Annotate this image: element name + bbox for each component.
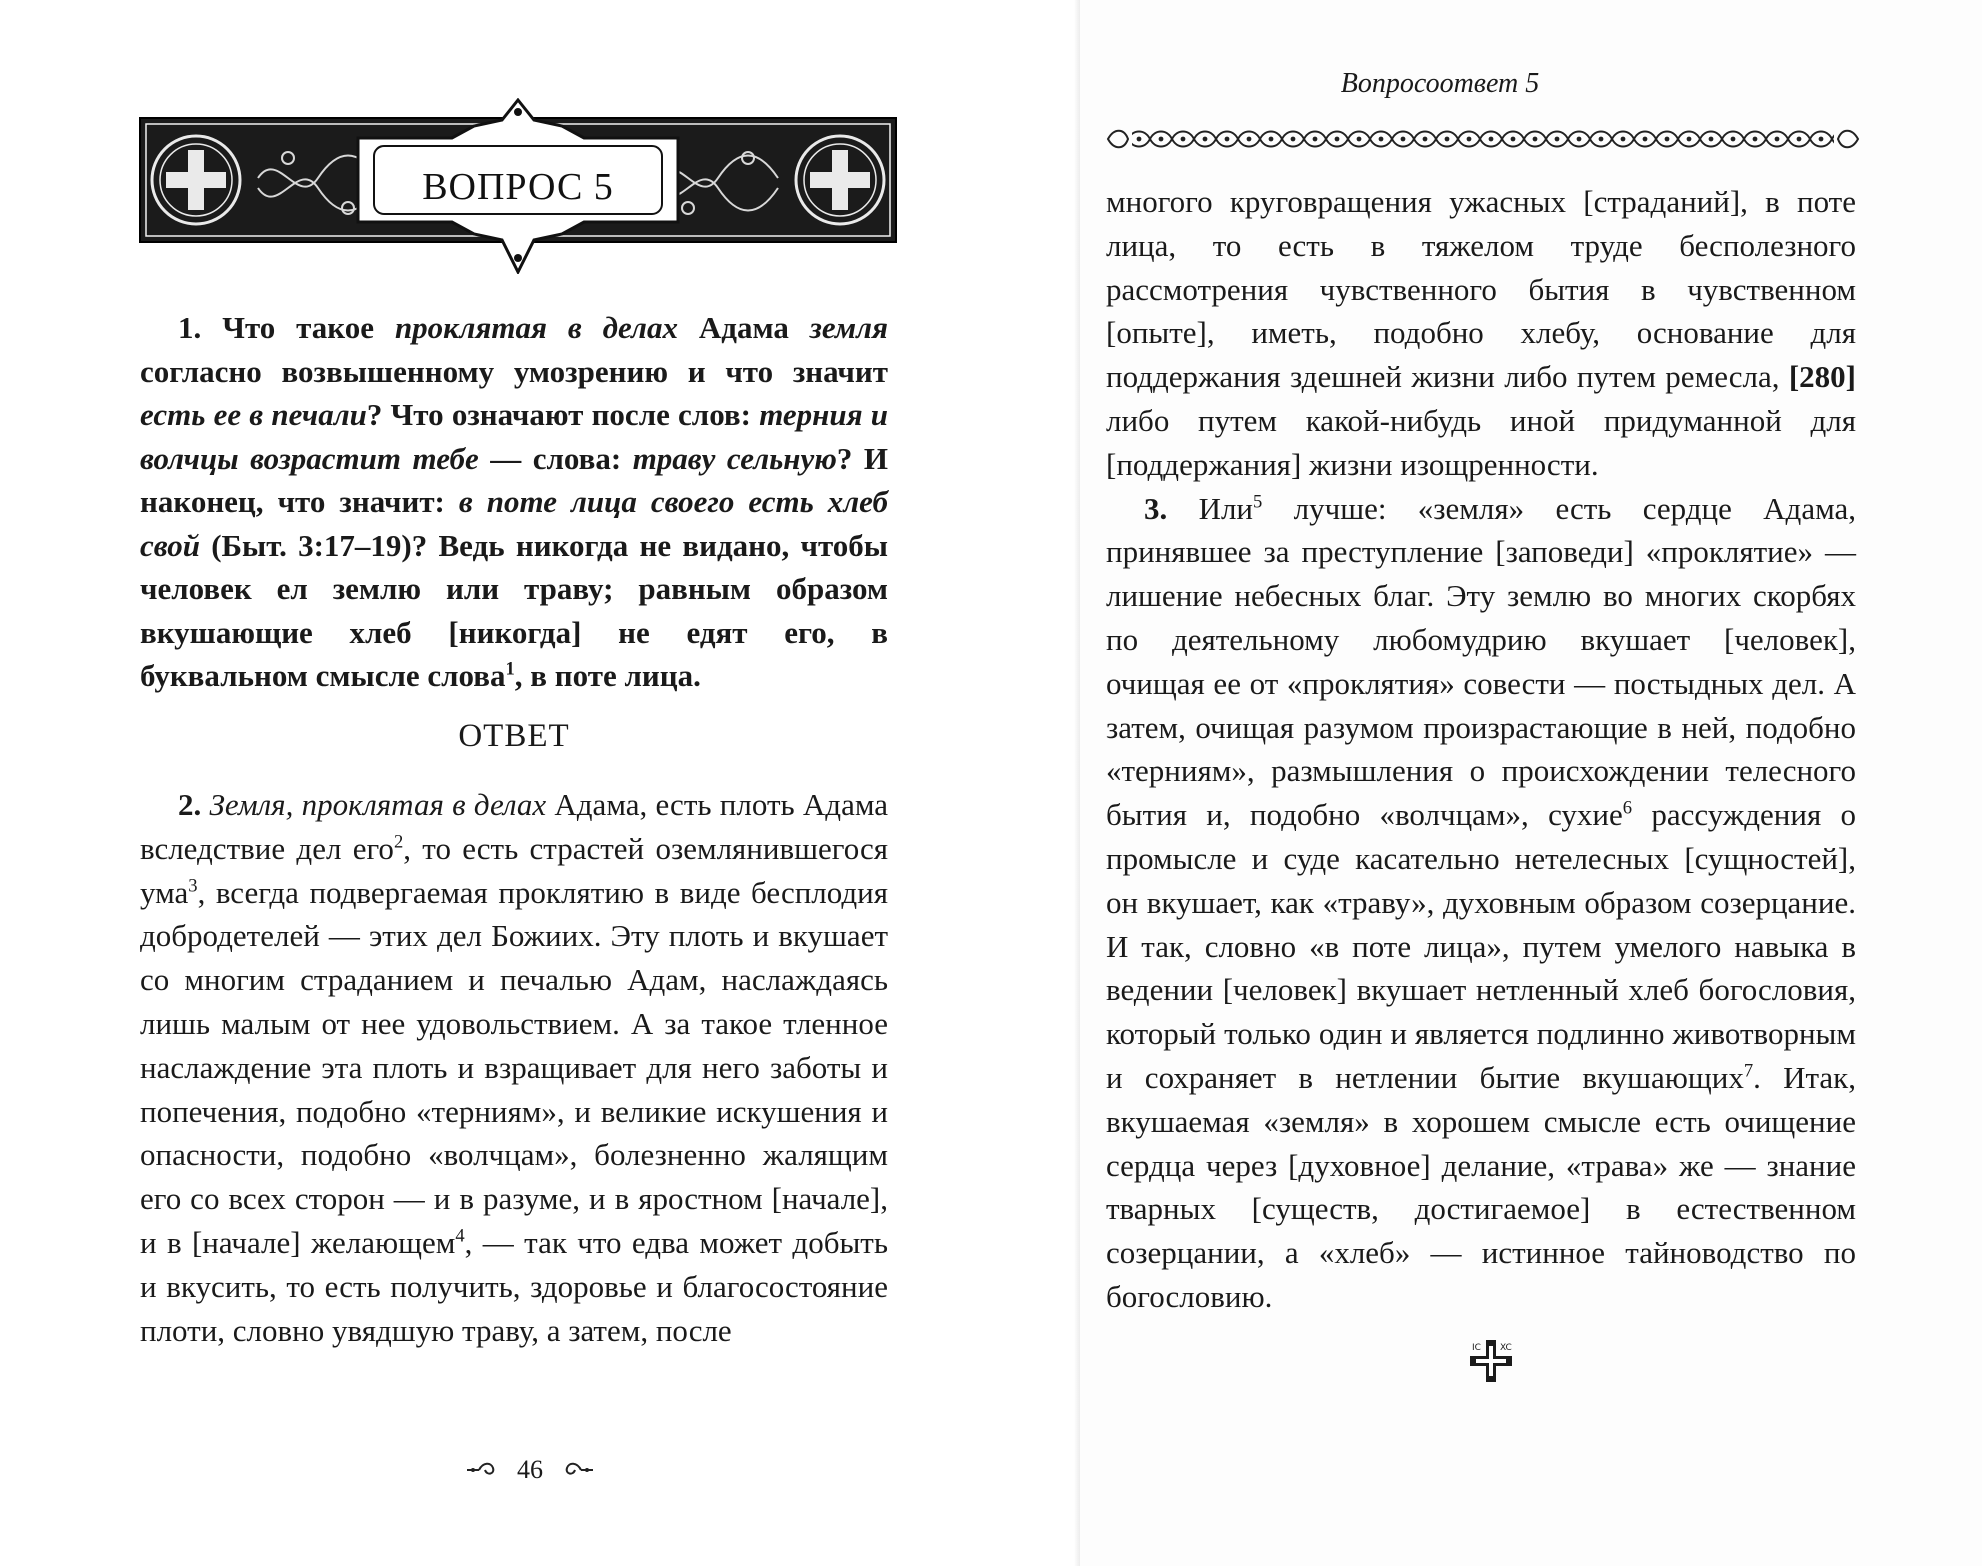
flourish-right-icon <box>561 1460 595 1480</box>
chapter-title: ВОПРОС 5 <box>422 166 614 208</box>
paragraph-number: 1. <box>178 310 202 345</box>
answer-paragraph-3 <box>1106 487 1856 1319</box>
text-run: Или <box>1167 490 1254 526</box>
text-run: либо путем какой-нибудь иной придуманной для [поддержания] жизни изощренности. <box>1106 402 1856 482</box>
text-run: согласно возвышенному умозрению и что значит <box>140 353 888 389</box>
paragraph-number: 2. <box>178 787 202 822</box>
footnote-marker: 4 <box>455 1225 465 1247</box>
page-footer <box>420 1455 640 1485</box>
page-reference: [280] <box>1788 359 1856 395</box>
text-run: , то есть страстей оземлянившегося ума <box>140 830 888 910</box>
footnote-marker: 1 <box>505 658 515 680</box>
text-run: Что такое <box>222 310 395 345</box>
italic-run: траву сельную <box>632 440 837 476</box>
cross-icon <box>796 136 884 224</box>
text-run: ? И наконец, что значит: <box>140 440 888 519</box>
answer-heading: ОТВЕТ <box>458 718 570 754</box>
text-run: , в поте лица. <box>514 658 701 693</box>
text-run: , всегда подвергаемая проклятию в виде бесплодия добродетелей — этих дел Божиих. Эту плоть и вкушает со многим страданием и печалью Адам, наслаждаясь лишь малым от нее удовольствием. А за такое тленное наслаждение эта плоть и взращивает для него заботы и попечения, подобно «терниям», и великие искушения и опасности, подобно «волчцам», болезненно жалящим его со всех сторон — и в разуме, и в яростном [начале], и в [начале] желающем <box>140 874 888 1260</box>
footnote-marker: 5 <box>1253 491 1263 513</box>
cross-ornament-icon <box>1466 1336 1516 1386</box>
text-run: лучше: «земля» есть сердце Адама, принявшее за преступление [заповеди] «проклятие» — лишение небесных благ. Эту землю во многих скорбях по деятельному любомудрию вкушает [человек], очищая ее от «проклятия» совести — постыдных дел. А затем, очищая разумом произрастающие в ней, подобно «терниям», размышления о происхождении телесного бытия и, подобно «волчцам», сухие <box>1106 490 1857 833</box>
text-run: рассуждения о промысле и суде касательно нетелесных [сущностей], он вкушает, как «траву», духовным образом созерцание. И так, словно «в поте лица», путем умелого навыка в ведении [человек] вкушает нетленный хлеб богословия, который только один и является подлинно животворным и сохраняет в нетлении бытие вкушающих <box>1106 797 1856 1095</box>
italic-run: есть ее в печали <box>140 397 367 432</box>
svg-text:IC: IC <box>1472 1343 1481 1353</box>
italic-run: земля <box>809 310 888 345</box>
paragraph-number: 3. <box>1144 490 1168 526</box>
text-run: , — так что едва может добыть и вкусить, то есть получить, здоровье и благосостояние плоти, словно увядшую траву, а затем, после <box>140 1224 888 1348</box>
chapter-banner <box>138 98 898 274</box>
text-run: многого круговращения ужасных [страданий], в поте лица, то есть в тяжелом труде бесполезного рассмотрения чувственного бытия в чувственном [опыте], иметь, подобно хлебу, основание для поддержания здешней жизни либо путем ремесла, <box>1106 184 1856 395</box>
flourish-left-icon <box>465 1460 499 1480</box>
text-run: Адама, есть плоть Адама вследствие дел его <box>140 787 889 866</box>
running-head: Вопросоответ 5 <box>1340 68 1540 99</box>
answer-paragraph <box>140 783 888 1352</box>
continuation-paragraph <box>1106 180 1856 487</box>
page-number: 46 <box>517 1455 543 1484</box>
footnote-marker: 7 <box>1743 1060 1754 1082</box>
text-run: — слова: <box>478 440 633 476</box>
cross-icon <box>152 136 240 224</box>
svg-text:XC: XC <box>1500 1343 1512 1353</box>
text-run: ? Что означают после слов: <box>366 397 760 432</box>
italic-run: терния и волчцы возрастит тебе <box>140 397 889 476</box>
text-run: . Итак, вкушаемая «земля» в хорошем смысле есть очищение сердца через [духовное] делание, «трава» же — знание тварных [существ, достигаемое] в естественном созерцании, а «хлеб» — истинное тайноводство по богословию. <box>1106 1059 1856 1314</box>
italic-run: проклятая в делах <box>394 310 678 345</box>
footnote-marker: 3 <box>188 875 198 897</box>
text-run: Адама <box>677 310 810 345</box>
ornamental-rule <box>1106 126 1860 152</box>
text-run: (Быт. 3:17–19)? Ведь никогда не видано, чтобы человек ел землю или траву; равным образом вкушающие хлеб [никогда] не едят его, в буквальном смысле слова <box>140 527 888 693</box>
footnote-marker: 6 <box>1622 797 1633 819</box>
question-paragraph <box>140 306 888 698</box>
footnote-marker: 2 <box>393 831 404 853</box>
italic-run: в поте лица своего есть хлеб свой <box>140 484 889 563</box>
italic-run: Земля, проклятая в делах <box>209 787 547 822</box>
answer-continuation <box>1106 180 1856 1319</box>
